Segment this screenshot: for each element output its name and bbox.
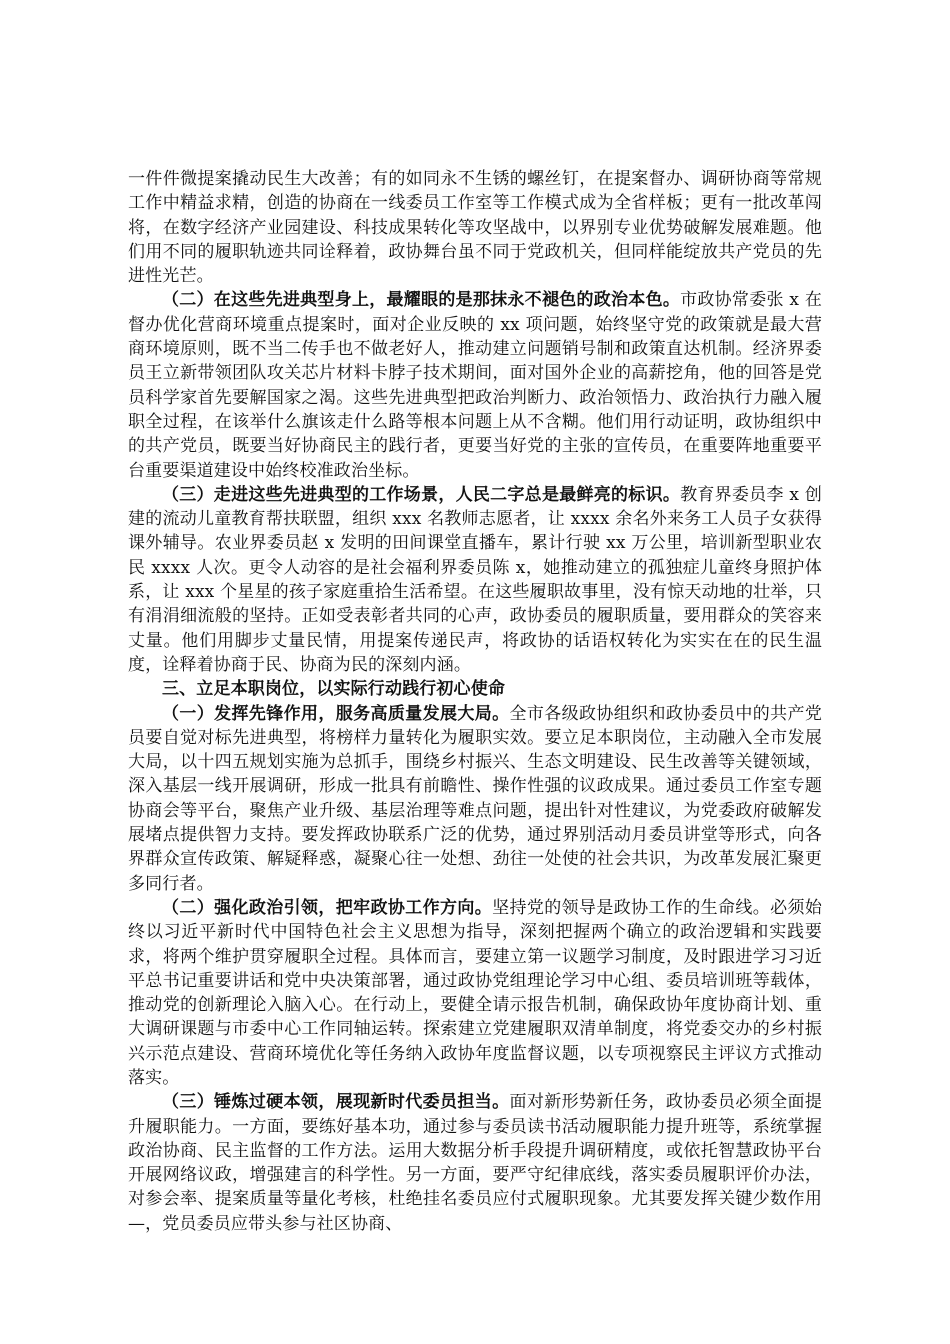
- paragraph-body: 全市各级政协组织和政协委员中的共产党员要自觉对标先进典型，将榜样力量转化为履职实效。要立足本职岗位，主动融入全市发展大局，以十四五规划实施为总抓手，围绕乡村振兴、生态文明建设、民生改善等关键领域，深入基层一线开展调研，形成一批具有前瞻性、操作性强的议政成果。通过委员工作室专题协商会等平台，聚焦产业升级、基层治理等难点问题，提出针对性建议，为党委政府破解发展堵点提供智力支持。要发挥政协联系广泛的优势，通过界别活动月委员讲堂等形式，向各界群众宣传政策、解疑释惑，凝聚心往一处想、劲往一处使的社会共识，为改革发展汇聚更多同行者。: [128, 703, 822, 894]
- paragraph-capability: [128, 1090, 822, 1236]
- paragraph-body: 面对新形势新任务，政协委员必须全面提升履职能力。一方面，要练好基本功，通过参与委员读书活动履职能力提升班等，系统掌握政治协商、民主监督的工作方法。运用大数据分析手段提升调研精度，或依托智慧政协平台开展网络议政，增强建言的科学性。另一方面，要严守纪律底线，落实委员履职评价办法，对参会率、提案质量等量化考核，杜绝挂名委员应付式履职现象。尤其要发挥关键少数作用—，党员委员应带头参与社区协商、: [128, 1092, 822, 1234]
- intro-paragraph: 一件件微提案撬动民生大改善；有的如同永不生锈的螺丝钉，在提案督办、调研协商等常规工作中精益求精，创造的协商在一线委员工作室等工作模式成为全省样板；更有一批改革闯将，在数字经济产业园建设、科技成果转化等攻坚战中，以界别专业优势破解发展难题。他们用不同的履职轨迹共同诠释着，政协舞台虽不同于党政机关，但同样能绽放共产党员的先进性光芒。: [128, 169, 822, 287]
- paragraph-body: 坚持党的领导是政协工作的生命线。必须始终以习近平新时代中国特色社会主义思想为指导，深刻把握两个确立的政治逻辑和实践要求，将两个维护贯穿履职全过程。具体而言，要建立第一议题学习制度，及时跟进学习习近平总书记重要讲话和党中央决策部署，通过政协党组理论学习中心组、委员培训班等载体，推动党的创新理论入脑入心。在行动上，要健全请示报告机制，确保政协年度协商计划、重大调研课题与市委中心工作同轴运转。探索建立党建履职双清单制度，将党委交办的乡村振兴示范点建设、营商环境优化等任务纳入政协年度监督议题，以专项视察民主评议方式推动落实。: [128, 897, 822, 1088]
- section-heading: 三、立足本职岗位，以实际行动践行初心使命: [162, 679, 505, 700]
- paragraph-political-character: [128, 288, 822, 482]
- paragraph-body: 市政协常委张 x 在督办优化营商环境重点提案时，面对企业反映的 xx 项问题，始终坚守党的政策就是最大营商环境原则，既不当二传手也不做老好人，推动建立问题销号制和政策直达机制。经济界委员王立新带领团队攻关芯片材料卡脖子技术期间，面对国外企业的高薪挖角，他的回答是党员科学家首先要解国家之渴。这些先进典型把政治判断力、政治领悟力、政治执行力融入履职全过程，在该举什么旗该走什么路等根本问题上从不含糊。他们用行动证明，政协组织中的共产党员，既要当好协商民主的践行者，更要当好党的主张的宣传员，在重要阵地重要平台重要渠道建设中始终校准政治坐标。: [128, 290, 822, 481]
- paragraph-heading: （二）在这些先进典型身上，最耀眼的是那抹永不褪色的政治本色。: [162, 290, 681, 311]
- paragraph-heading: （三）走进这些先进典型的工作场景，人民二字总是最鲜亮的标识。: [162, 484, 681, 505]
- paragraph-body: 教育界委员李 x 创建的流动儿童教育帮扶联盟，组织 xxx 名教师志愿者，让 xxxx 余名外来务工人员子女获得课外辅导。农业界委员赵 x 发明的田间课堂直播车，累计行驶 xx 万公里，培训新型职业农民 xxxx 人次。更令人动容的是社会福利界委员陈 x，她推动建立的孤独症儿童终身照护体系，让 xxx 个星星的孩子家庭重拾生活希望。在这些履职故事里，没有惊天动地的壮举，只有涓涓细流般的坚持。正如受表彰者共同的心声，政协委员的履职质量，要用群众的笑容来丈量。他们用脚步丈量民情，用提案传递民声，将政协的话语权转化为实实在在的民生温度，诠释着协商于民、协商为民的深刻内涵。: [128, 484, 822, 675]
- paragraph-political-guidance: [128, 896, 822, 1090]
- paragraph-heading: （一）发挥先锋作用，服务高质量发展大局。: [162, 703, 510, 724]
- paragraph-heading: （二）强化政治引领，把牢政协工作方向。: [162, 897, 493, 918]
- paragraph-vanguard-role: [128, 702, 822, 896]
- document-page: [128, 167, 822, 1236]
- paragraph-heading: （三）锤炼过硬本领，展现新时代委员担当。: [162, 1092, 510, 1113]
- paragraph-people-first: [128, 483, 822, 677]
